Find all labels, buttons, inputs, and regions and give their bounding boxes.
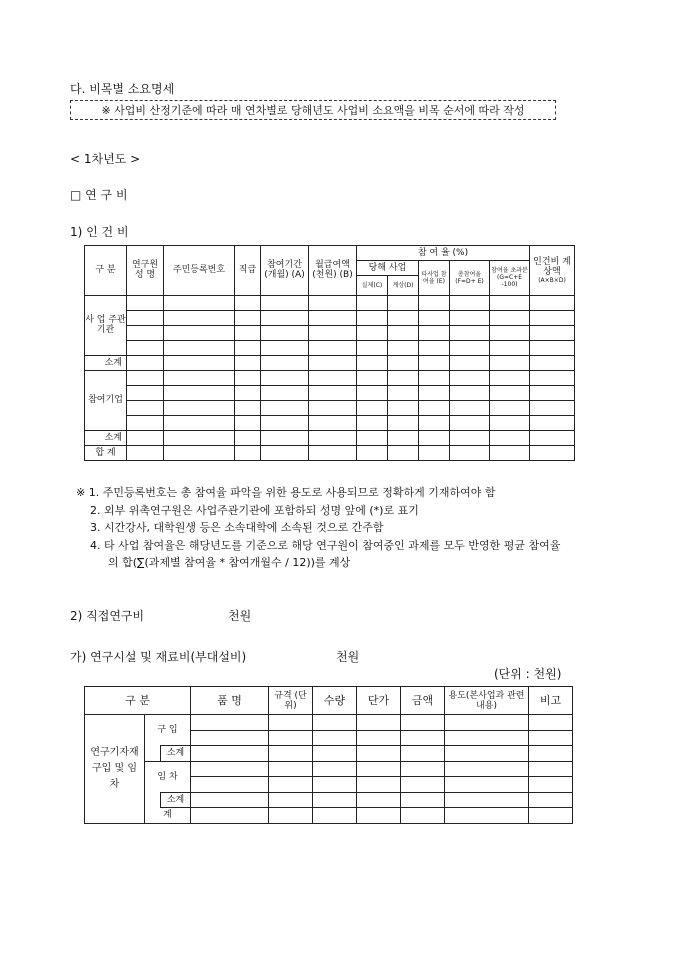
eq-purchase-subtotal: 소계 bbox=[161, 746, 191, 762]
table-cell bbox=[357, 730, 401, 746]
eq-header-quantity: 수량 bbox=[313, 687, 357, 715]
header-excess bbox=[490, 260, 530, 295]
table-row bbox=[85, 445, 575, 460]
header-position: 직급 bbox=[235, 245, 261, 295]
table-cell bbox=[164, 400, 235, 415]
equipment-heading: 가) 연구시설 및 재료비(부대설비) bbox=[70, 650, 247, 664]
table-cell bbox=[191, 792, 269, 808]
table-cell bbox=[357, 400, 388, 415]
table-cell bbox=[490, 385, 530, 400]
table-cell bbox=[388, 370, 419, 385]
table-row bbox=[85, 325, 575, 340]
table-cell bbox=[419, 295, 450, 310]
table-cell bbox=[490, 310, 530, 325]
table-cell bbox=[419, 445, 450, 460]
table-row bbox=[85, 385, 575, 400]
table-cell bbox=[530, 295, 575, 310]
table-cell bbox=[419, 310, 450, 325]
table-row bbox=[85, 340, 575, 355]
table-cell bbox=[450, 325, 490, 340]
table-cell bbox=[261, 430, 309, 445]
table-cell bbox=[357, 385, 388, 400]
table-cell bbox=[313, 808, 357, 824]
header-participation-rate: 참 여 율 (%) bbox=[357, 245, 530, 260]
table-cell bbox=[490, 370, 530, 385]
table-cell bbox=[530, 385, 575, 400]
table-cell bbox=[357, 715, 401, 731]
table-cell bbox=[357, 340, 388, 355]
table-cell bbox=[164, 310, 235, 325]
table-cell bbox=[261, 355, 309, 370]
table-cell bbox=[235, 325, 261, 340]
table-row bbox=[85, 400, 575, 415]
table-cell bbox=[309, 385, 357, 400]
table-cell bbox=[235, 295, 261, 310]
table-cell bbox=[530, 340, 575, 355]
table-cell bbox=[388, 385, 419, 400]
table-cell bbox=[401, 777, 445, 793]
table-cell bbox=[191, 715, 269, 731]
eq-lease-subtotal: 소계 bbox=[161, 792, 191, 808]
table-cell bbox=[313, 730, 357, 746]
direct-cost-heading: 2) 직접연구비 bbox=[70, 609, 145, 623]
table-cell bbox=[191, 808, 269, 824]
table-cell bbox=[419, 340, 450, 355]
table-row bbox=[85, 430, 575, 445]
table-cell bbox=[313, 715, 357, 731]
table-cell bbox=[445, 746, 529, 762]
note-2: 2. 외부 위촉연구원은 사업주관기관에 포함하되 성명 앞에 (*)로 표기 bbox=[90, 503, 419, 517]
host-subtotal: 소계 bbox=[85, 355, 127, 370]
header-category: 구 분 bbox=[85, 245, 127, 295]
table-cell bbox=[127, 295, 164, 310]
table-cell bbox=[269, 746, 313, 762]
table-cell bbox=[530, 430, 575, 445]
table-cell bbox=[357, 370, 388, 385]
note-4: 4. 타 사업 참여율은 해당년도를 기준으로 해당 연구원이 참여중인 과제를 모두 반영한 평균 참여율 bbox=[90, 538, 561, 552]
header-resident-number: 주민등록번호 bbox=[164, 245, 235, 295]
header-salary: 월급여액 (천원) (B) bbox=[309, 245, 357, 295]
table-row bbox=[85, 355, 575, 370]
table-cell bbox=[164, 430, 235, 445]
table-cell bbox=[401, 715, 445, 731]
table-cell bbox=[309, 400, 357, 415]
grand-total: 합 계 bbox=[85, 445, 127, 460]
table-cell bbox=[450, 445, 490, 460]
table-row bbox=[85, 295, 575, 310]
table-cell bbox=[388, 325, 419, 340]
guideline-note: ※ 사업비 산정기준에 따라 매 연차별로 당해년도 사업비 소요액을 비목 순서에 따라 작성 bbox=[70, 100, 556, 120]
table-cell bbox=[530, 355, 575, 370]
table-cell bbox=[269, 730, 313, 746]
table-cell bbox=[445, 730, 529, 746]
table-cell bbox=[127, 385, 164, 400]
personnel-table bbox=[84, 245, 575, 461]
table-cell bbox=[529, 715, 573, 731]
table-cell bbox=[490, 325, 530, 340]
table-cell bbox=[313, 792, 357, 808]
header-total-rate-label: 총참여율 bbox=[457, 270, 482, 278]
table-cell bbox=[191, 730, 269, 746]
header-total-rate bbox=[450, 260, 490, 295]
table-cell bbox=[309, 340, 357, 355]
header-total-rate-formula: (F=D+ E) bbox=[455, 277, 484, 285]
table-cell bbox=[530, 370, 575, 385]
table-cell bbox=[145, 792, 161, 808]
table-cell bbox=[261, 310, 309, 325]
table-cell bbox=[419, 385, 450, 400]
table-cell bbox=[127, 430, 164, 445]
table-cell bbox=[529, 808, 573, 824]
table-cell bbox=[388, 445, 419, 460]
header-cost bbox=[530, 245, 575, 295]
table-cell bbox=[490, 415, 530, 430]
personnel-heading: 1) 인 건 비 bbox=[70, 225, 129, 239]
table-cell bbox=[269, 761, 313, 777]
table-cell bbox=[445, 715, 529, 731]
table-cell bbox=[235, 385, 261, 400]
table-cell bbox=[235, 340, 261, 355]
table-cell bbox=[164, 415, 235, 430]
table-cell bbox=[127, 325, 164, 340]
direct-cost-unit: 천원 bbox=[228, 609, 252, 623]
header-recorded: 계상(D) bbox=[388, 275, 419, 295]
table-cell bbox=[269, 715, 313, 731]
group-host: 사 업 주관기관 bbox=[85, 295, 127, 355]
table-cell bbox=[357, 355, 388, 370]
table-cell bbox=[127, 445, 164, 460]
eq-header-remark: 비고 bbox=[529, 687, 573, 715]
eq-header-amount: 금액 bbox=[401, 687, 445, 715]
table-cell bbox=[401, 792, 445, 808]
table-cell bbox=[357, 808, 401, 824]
table-row bbox=[85, 808, 573, 824]
table-cell bbox=[490, 430, 530, 445]
header-researcher-name: 연구원 성 명 bbox=[127, 245, 164, 295]
table-cell bbox=[490, 355, 530, 370]
table-cell bbox=[388, 295, 419, 310]
eq-header-item-name: 품 명 bbox=[191, 687, 269, 715]
table-cell bbox=[309, 430, 357, 445]
table-cell bbox=[235, 400, 261, 415]
table-cell bbox=[235, 355, 261, 370]
note-3: 3. 시간강사, 대학원생 등은 소속대학에 소속된 것으로 간주함 bbox=[90, 521, 384, 534]
table-cell bbox=[309, 370, 357, 385]
table-cell bbox=[309, 295, 357, 310]
table-cell bbox=[450, 340, 490, 355]
header-cost-formula: (A×B×D) bbox=[538, 276, 566, 284]
table-cell bbox=[313, 777, 357, 793]
table-cell bbox=[450, 310, 490, 325]
table-cell bbox=[357, 792, 401, 808]
table-cell bbox=[445, 777, 529, 793]
table-cell bbox=[419, 325, 450, 340]
table-cell bbox=[164, 295, 235, 310]
table-cell bbox=[450, 430, 490, 445]
eq-header-usage: 용도(본사업과 관련내용) bbox=[445, 687, 529, 715]
table-cell bbox=[419, 400, 450, 415]
table-cell bbox=[309, 310, 357, 325]
table-cell bbox=[388, 355, 419, 370]
table-cell bbox=[357, 445, 388, 460]
table-row bbox=[85, 746, 573, 762]
table-cell bbox=[164, 325, 235, 340]
table-cell bbox=[529, 792, 573, 808]
year-heading: < 1차년도 > bbox=[70, 152, 141, 166]
header-period: 참여기간 (개월) (A) bbox=[261, 245, 309, 295]
table-cell bbox=[388, 415, 419, 430]
table-row bbox=[85, 792, 573, 808]
table-cell bbox=[164, 355, 235, 370]
table-cell bbox=[309, 415, 357, 430]
table-cell bbox=[261, 415, 309, 430]
table-cell bbox=[450, 385, 490, 400]
table-cell bbox=[357, 415, 388, 430]
table-cell bbox=[445, 761, 529, 777]
table-cell bbox=[529, 730, 573, 746]
table-cell bbox=[191, 761, 269, 777]
header-other-project: 타사업 참여율 (E) bbox=[419, 260, 450, 295]
table-cell bbox=[401, 730, 445, 746]
header-actual: 실제(C) bbox=[357, 275, 388, 295]
eq-header-spec: 규격 (단위) bbox=[269, 687, 313, 715]
table-cell bbox=[490, 445, 530, 460]
table-cell bbox=[529, 746, 573, 762]
table-cell bbox=[401, 808, 445, 824]
note-4-cont: 의 합(∑(과제별 참여율 * 참여개월수 / 12))를 계상 bbox=[108, 556, 351, 569]
note-1: ※ 1. 주민등록번호는 총 참여율 파악을 위한 용도로 사용되므로 정확하게 기재하여야 함 bbox=[76, 486, 496, 499]
table-cell bbox=[357, 777, 401, 793]
table-cell bbox=[445, 792, 529, 808]
table-cell bbox=[450, 415, 490, 430]
table-cell bbox=[127, 415, 164, 430]
eq-header-category: 구 분 bbox=[85, 687, 191, 715]
table-cell bbox=[127, 370, 164, 385]
table-cell bbox=[261, 385, 309, 400]
eq-lease: 임 차 bbox=[145, 761, 191, 792]
table-cell bbox=[127, 340, 164, 355]
table-cell bbox=[530, 445, 575, 460]
table-cell bbox=[490, 400, 530, 415]
table-cell bbox=[530, 400, 575, 415]
table-cell bbox=[164, 385, 235, 400]
table-cell bbox=[401, 761, 445, 777]
table-cell bbox=[490, 340, 530, 355]
table-cell bbox=[401, 746, 445, 762]
table-cell bbox=[235, 415, 261, 430]
table-cell bbox=[530, 325, 575, 340]
table-cell bbox=[261, 400, 309, 415]
table-cell bbox=[388, 400, 419, 415]
table-row bbox=[85, 415, 575, 430]
table-cell bbox=[419, 430, 450, 445]
table-cell bbox=[357, 746, 401, 762]
table-cell bbox=[145, 746, 161, 762]
table-cell bbox=[450, 295, 490, 310]
table-row bbox=[85, 687, 573, 715]
table-cell bbox=[164, 340, 235, 355]
eq-total: 계 bbox=[145, 808, 191, 824]
table-cell bbox=[450, 400, 490, 415]
table-row bbox=[85, 310, 575, 325]
table-cell bbox=[529, 777, 573, 793]
equipment-table bbox=[84, 686, 573, 824]
table-cell bbox=[269, 792, 313, 808]
table-cell bbox=[191, 777, 269, 793]
table-cell bbox=[419, 370, 450, 385]
table-cell bbox=[309, 445, 357, 460]
equipment-unit-note: (단위 : 천원) bbox=[494, 667, 562, 681]
table-cell bbox=[530, 415, 575, 430]
table-row bbox=[85, 761, 573, 777]
table-row bbox=[85, 370, 575, 385]
section-title: 다. 비목별 소요명세 bbox=[70, 82, 175, 96]
table-cell bbox=[530, 310, 575, 325]
eq-header-unit-price: 단가 bbox=[357, 687, 401, 715]
table-cell bbox=[388, 340, 419, 355]
table-cell bbox=[313, 761, 357, 777]
eq-group: 연구기자재 구입 및 임차 bbox=[85, 715, 145, 824]
table-cell bbox=[269, 777, 313, 793]
table-cell bbox=[309, 325, 357, 340]
table-cell bbox=[313, 746, 357, 762]
table-cell bbox=[235, 370, 261, 385]
group-participant: 참여기업 bbox=[85, 370, 127, 430]
table-cell bbox=[235, 445, 261, 460]
table-cell bbox=[388, 430, 419, 445]
header-current-project: 당해 사업 bbox=[357, 260, 419, 275]
table-cell bbox=[164, 445, 235, 460]
table-cell bbox=[127, 310, 164, 325]
table-cell bbox=[261, 295, 309, 310]
table-cell bbox=[309, 355, 357, 370]
participant-subtotal: 소계 bbox=[85, 430, 127, 445]
table-cell bbox=[261, 325, 309, 340]
table-cell bbox=[261, 340, 309, 355]
table-row bbox=[85, 245, 575, 260]
table-cell bbox=[419, 355, 450, 370]
table-cell bbox=[357, 310, 388, 325]
eq-purchase: 구 입 bbox=[145, 715, 191, 746]
table-cell bbox=[261, 370, 309, 385]
table-cell bbox=[235, 310, 261, 325]
table-cell bbox=[235, 430, 261, 445]
table-cell bbox=[164, 370, 235, 385]
table-cell bbox=[191, 746, 269, 762]
equipment-unit-inline: 천원 bbox=[336, 650, 360, 664]
table-row bbox=[85, 715, 573, 731]
table-cell bbox=[269, 808, 313, 824]
research-cost-heading: □ 연 구 비 bbox=[70, 188, 128, 202]
table-cell bbox=[357, 430, 388, 445]
table-cell bbox=[388, 310, 419, 325]
table-cell bbox=[529, 761, 573, 777]
header-cost-label: 인건비 계상액 bbox=[533, 256, 571, 277]
table-cell bbox=[357, 295, 388, 310]
table-cell bbox=[127, 400, 164, 415]
table-cell bbox=[127, 355, 164, 370]
table-cell bbox=[450, 370, 490, 385]
header-excess-label: 참여율 초과분 bbox=[491, 267, 528, 274]
table-cell bbox=[419, 415, 450, 430]
table-cell bbox=[450, 355, 490, 370]
personnel-notes bbox=[76, 484, 560, 572]
table-cell bbox=[261, 445, 309, 460]
table-cell bbox=[357, 325, 388, 340]
table-cell bbox=[490, 295, 530, 310]
header-excess-formula: (G=C+E -100) bbox=[496, 274, 523, 288]
table-cell bbox=[445, 808, 529, 824]
table-cell bbox=[357, 761, 401, 777]
